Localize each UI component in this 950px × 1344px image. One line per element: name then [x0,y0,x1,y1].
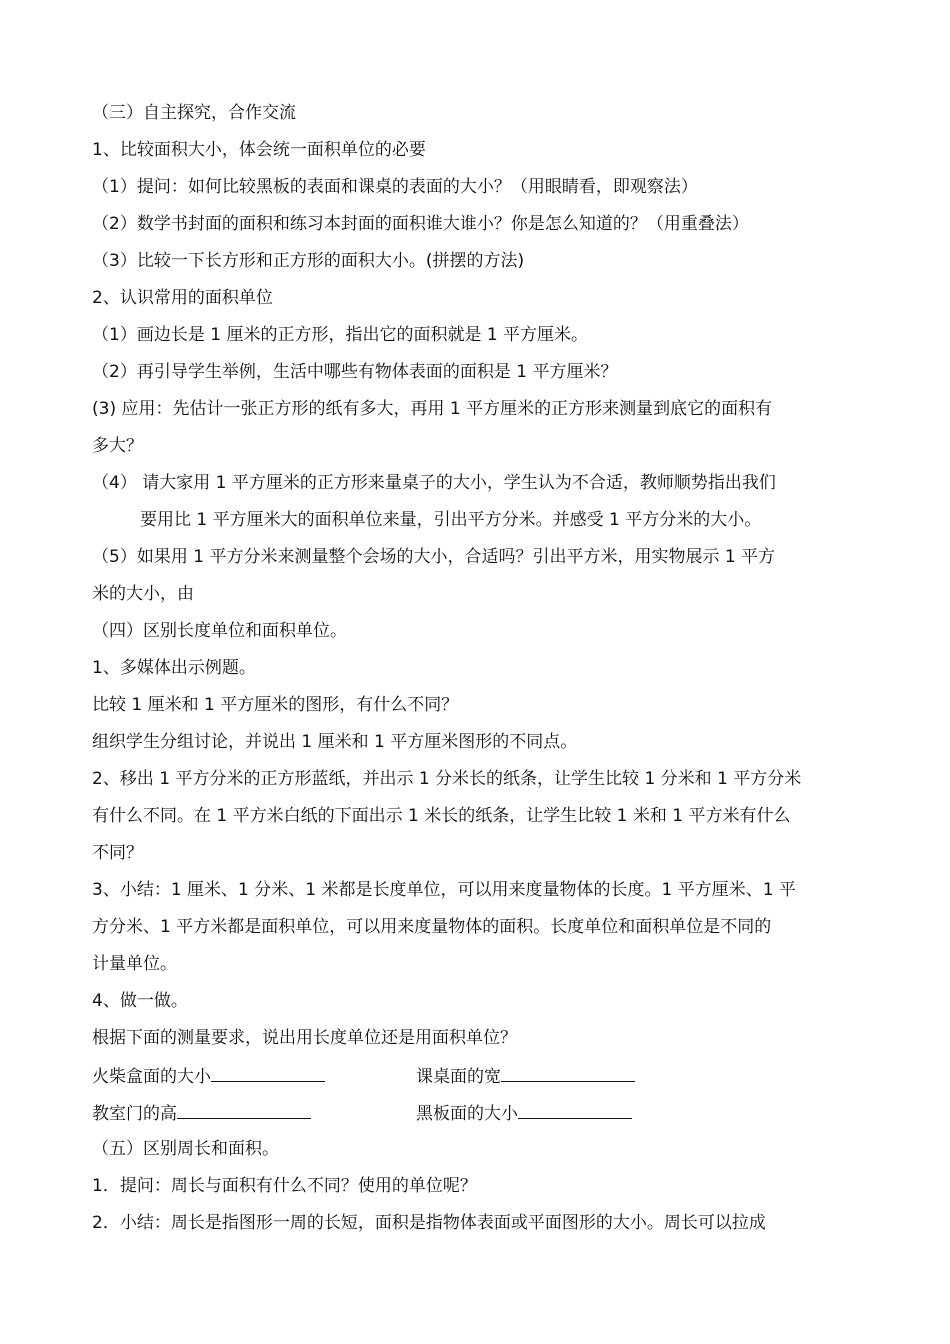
paragraph-line: 计量单位。 [92,954,177,974]
answer-blank[interactable] [211,1065,325,1082]
paragraph-line: 多大？ [92,436,143,456]
paragraph-line: （1）提问：如何比较黑板的表面和课桌的表面的大小？（用眼睛看，即观察法） [92,177,698,197]
fill-blank-item [416,1102,632,1124]
section-heading-5: （五）区别周长和面积。 [92,1139,279,1159]
paragraph-line: 1、多媒体出示例题。 [92,658,256,678]
fill-blank-item [416,1065,635,1087]
answer-blank[interactable] [501,1065,635,1082]
paragraph-line: 2．小结：周长是指图形一周的长短，面积是指物体表面或平面图形的大小。周长可以拉成 [92,1213,766,1233]
section-heading-4: （四）区别长度单位和面积单位。 [92,621,347,641]
paragraph-line: 3、小结：1 厘米、1 分米、1 米都是长度单位，可以用来度量物体的长度。1 平方厘米、1 平 [92,880,796,900]
fill-blank-label: 火柴盒面的大小 [92,1067,211,1087]
paragraph-line: 方分米、1 平方米都是面积单位，可以用来度量物体的面积。长度单位和面积单位是不同的 [92,917,772,937]
section-heading-3: （三）自主探究，合作交流 [92,103,296,123]
answer-blank[interactable] [518,1102,632,1119]
paragraph-line: 根据下面的测量要求，说出用长度单位还是用面积单位？ [92,1028,517,1048]
fill-blank-item [92,1065,325,1087]
answer-blank[interactable] [177,1102,311,1119]
paragraph-line: （4） 请大家用 1 平方厘米的正方形来量桌子的大小，学生认为不合适，教师顺势指出我们 [92,473,776,493]
paragraph-line: 1、比较面积大小，体会统一面积单位的必要 [92,140,426,160]
paragraph-line: （2）数学书封面的面积和练习本封面的面积谁大谁小？你是怎么知道的？（用重叠法） [92,214,749,234]
paragraph-line: 2、认识常用的面积单位 [92,288,273,308]
paragraph-line: 组织学生分组讨论，并说出 1 厘米和 1 平方厘米图形的不同点。 [92,732,578,752]
paragraph-line-indented: 要用比 1 平方厘米大的面积单位来量，引出平方分米。并感受 1 平方分米的大小。 [140,510,762,530]
paragraph-line: （3）比较一下长方形和正方形的面积大小。(拼摆的方法) [92,251,525,271]
fill-blank-label: 课桌面的宽 [416,1067,501,1087]
paragraph-line: 米的大小，由 [92,584,194,604]
paragraph-line: 比较 1 厘米和 1 平方厘米的图形，有什么不同？ [92,695,459,715]
paragraph-line: （5）如果用 1 平方分米来测量整个会场的大小，合适吗？引出平方米，用实物展示 1 平方 [92,547,776,567]
paragraph-line: 有什么不同。在 1 平方米白纸的下面出示 1 米长的纸条，让学生比较 1 米和 1 平方米有什么 [92,806,791,826]
fill-blank-label: 教室门的高 [92,1104,177,1124]
fill-blank-label: 黑板面的大小 [416,1104,518,1124]
paragraph-line: 不同？ [92,843,143,863]
paragraph-line: 2、移出 1 平方分米的正方形蓝纸，并出示 1 分米长的纸条，让学生比较 1 分米和 1 平方分米 [92,769,802,789]
paragraph-line: （2）再引导学生举例，生活中哪些有物体表面的面积是 1 平方厘米？ [92,362,618,382]
paragraph-line: （1）画边长是 1 厘米的正方形，指出它的面积就是 1 平方厘米。 [92,325,589,345]
paragraph-line: 1．提问：周长与面积有什么不同？使用的单位呢？ [92,1176,477,1196]
paragraph-line: 4、做一做。 [92,991,188,1011]
paragraph-line: (3) 应用：先估计一张正方形的纸有多大，再用 1 平方厘米的正方形来测量到底它的面积有 [92,399,773,419]
fill-blank-item [92,1102,311,1124]
